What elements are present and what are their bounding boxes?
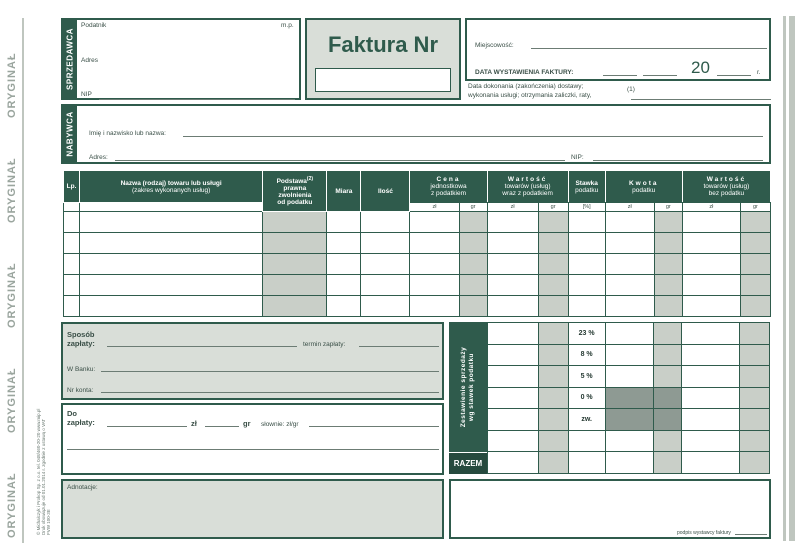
summary-cell[interactable] <box>538 387 568 409</box>
unit-gr: gr <box>654 203 682 212</box>
summary-cell[interactable] <box>538 430 568 452</box>
summary-cell[interactable] <box>654 366 682 388</box>
right-stripe <box>783 16 786 541</box>
summary-rate: 8 % <box>568 344 605 366</box>
summary-cell[interactable] <box>740 430 770 452</box>
summary-cell[interactable] <box>605 430 654 452</box>
item-cell[interactable] <box>80 254 263 275</box>
summary-cell[interactable] <box>605 344 654 366</box>
col-measure <box>327 171 361 212</box>
col-basis-label: Podstawa <box>276 178 307 186</box>
item-cell[interactable] <box>327 233 361 254</box>
summary-rate <box>568 430 605 452</box>
seller-box <box>61 18 301 100</box>
item-cell[interactable] <box>605 212 654 233</box>
to-pay-gr-label: gr <box>243 419 251 428</box>
item-cell[interactable] <box>80 275 263 296</box>
summary-side-label-2: wg stawek podatku <box>468 352 475 422</box>
item-cell[interactable] <box>64 275 80 296</box>
to-pay-zl-label: zł <box>191 419 197 428</box>
notes-label: Adnotacje: <box>67 484 98 491</box>
buyer-tab-label: NABYWCA <box>65 111 75 157</box>
buyer-box <box>61 104 771 164</box>
summary-cell[interactable] <box>654 323 682 345</box>
issue-month-field[interactable] <box>643 75 677 76</box>
col-tax-amount <box>605 171 682 203</box>
stamp-label: m.p. <box>281 22 294 29</box>
item-cell[interactable] <box>263 296 327 317</box>
words-label: słownie: zł/gr <box>261 421 299 428</box>
col-lp-label: Lp. <box>66 183 77 190</box>
col-basis-label-3: zwolnienia <box>278 192 312 200</box>
summary-cell[interactable] <box>740 366 770 388</box>
payment-method-label: Sposób <box>67 330 95 339</box>
item-cell[interactable] <box>327 254 361 275</box>
summary-cell[interactable] <box>488 344 539 366</box>
original-label: ORYGINAŁ <box>6 262 18 328</box>
summary-cell[interactable] <box>488 409 539 431</box>
header-row <box>64 171 771 203</box>
item-cell[interactable] <box>361 254 410 275</box>
item-cell[interactable] <box>327 212 361 233</box>
col-measure-label: Miara <box>335 187 353 195</box>
nip-label: NIP <box>81 91 92 98</box>
unit-gr: gr <box>538 203 568 212</box>
col-unit-price-label: Cena <box>436 176 461 183</box>
account-field[interactable] <box>101 392 439 393</box>
summary-cell[interactable] <box>488 452 539 474</box>
item-cell[interactable] <box>654 254 682 275</box>
item-cell[interactable] <box>740 254 770 275</box>
item-cell[interactable] <box>605 296 654 317</box>
col-quantity <box>361 171 410 212</box>
col-unit-price-label-3: z podatkiem <box>430 190 467 197</box>
to-pay-zl-field[interactable] <box>107 426 187 427</box>
buyer-nip-field[interactable] <box>593 160 763 161</box>
print-info-line: FVW 100-3E <box>46 509 51 535</box>
words-field-2[interactable] <box>67 449 439 450</box>
col-value-net-label-3: bez podatku <box>708 190 745 197</box>
item-cell[interactable] <box>682 212 740 233</box>
summary-cell[interactable] <box>605 452 654 474</box>
col-value-net-label: Wartość <box>706 176 747 183</box>
summary-total-label: RAZEM <box>449 453 487 474</box>
summary-row <box>488 452 770 474</box>
buyer-tab <box>63 106 77 162</box>
col-value-net-label-2: towarów (usług) <box>703 183 750 190</box>
col-value-net <box>682 171 770 203</box>
summary-rate: 0 % <box>568 387 605 409</box>
original-label: ORYGINAŁ <box>6 472 18 538</box>
item-cell[interactable] <box>654 212 682 233</box>
summary-row <box>488 387 770 409</box>
item-cell[interactable] <box>263 233 327 254</box>
summary-cell[interactable] <box>654 344 682 366</box>
item-cell[interactable] <box>654 275 682 296</box>
item-cell[interactable] <box>64 233 80 254</box>
title-box <box>305 18 461 100</box>
col-quantity-label: Ilość <box>378 187 393 195</box>
item-cell[interactable] <box>654 233 682 254</box>
to-pay-label-2: zapłaty: <box>67 418 95 427</box>
item-cell[interactable] <box>361 296 410 317</box>
summary-cell[interactable] <box>538 452 568 474</box>
address-label: Adres <box>81 57 98 64</box>
col-name-label: Nazwa (rodzaj) towaru lub usługi <box>120 179 222 187</box>
summary-cell[interactable] <box>488 430 539 452</box>
item-row <box>64 275 771 296</box>
col-value-gross-label-2: towarów (usług) <box>504 183 551 190</box>
due-date-field[interactable] <box>359 346 439 347</box>
summary-cell[interactable] <box>654 387 682 409</box>
place-field[interactable] <box>531 48 767 49</box>
buyer-address-label: Adres: <box>89 154 108 161</box>
item-cell[interactable] <box>538 275 568 296</box>
summary-cell[interactable] <box>682 366 740 388</box>
signature-line <box>735 534 767 535</box>
item-cell[interactable] <box>487 296 538 317</box>
col-tax-amount-label-2: podatku <box>632 186 656 194</box>
taxpayer-label: Podatnik <box>81 22 107 29</box>
place-label: Miejscowość: <box>475 42 514 49</box>
item-cell[interactable] <box>64 212 80 233</box>
summary-row <box>488 344 770 366</box>
item-cell[interactable] <box>410 212 459 233</box>
item-cell[interactable] <box>654 296 682 317</box>
year-prefix: 20 <box>691 58 710 77</box>
summary-cell[interactable] <box>605 387 654 409</box>
summary-cell[interactable] <box>605 323 654 345</box>
unit-percent: [%] <box>568 203 605 212</box>
bank-field[interactable] <box>101 371 439 372</box>
unit-zl: zł <box>487 203 538 212</box>
summary-cell[interactable] <box>538 409 568 431</box>
unit-gr: gr <box>740 203 770 212</box>
item-row <box>64 212 771 233</box>
item-cell[interactable] <box>568 254 605 275</box>
summary-row <box>488 409 770 431</box>
item-cell[interactable] <box>487 233 538 254</box>
summary-cell[interactable] <box>740 452 770 474</box>
invoice-number-field[interactable] <box>315 68 451 92</box>
summary-cell[interactable] <box>538 344 568 366</box>
delivery-date-label-2: wykonania usługi; otrzymania zaliczki, raty, <box>468 92 592 99</box>
item-cell[interactable] <box>682 254 740 275</box>
summary-cell[interactable] <box>682 409 740 431</box>
summary-cell[interactable] <box>605 366 654 388</box>
notes-box[interactable] <box>61 479 444 539</box>
buyer-name-field[interactable] <box>183 136 763 137</box>
item-cell[interactable] <box>538 254 568 275</box>
payment-method-label-2: zapłaty: <box>67 339 95 348</box>
item-cell[interactable] <box>80 212 263 233</box>
delivery-date-field[interactable] <box>631 99 771 100</box>
to-pay-gr-field[interactable] <box>205 426 239 427</box>
item-cell[interactable] <box>410 275 459 296</box>
to-pay-box <box>61 403 444 475</box>
print-info-line: © Michalczyk i Prokop Sp. z o.o. tel. 048/460-20-20 www.mip.pl <box>36 408 41 535</box>
print-info-line: Druk obowiązuje od 01.01.2014 r. zgodnie z ustawą o VAT <box>41 418 46 535</box>
account-label: Nr konta: <box>67 387 94 394</box>
item-cell[interactable] <box>740 212 770 233</box>
item-cell[interactable] <box>64 254 80 275</box>
col-basis-label-2: prawna <box>283 185 307 193</box>
words-field[interactable] <box>309 426 439 427</box>
summary-side-tab <box>449 322 487 452</box>
basis-footnote: (2) <box>306 175 314 182</box>
unit-zl: zł <box>410 203 459 212</box>
buyer-name-label: Imię i nazwisko lub nazwa: <box>89 130 166 137</box>
item-cell[interactable] <box>568 233 605 254</box>
item-cell[interactable] <box>459 296 487 317</box>
item-cell[interactable] <box>80 233 263 254</box>
col-name-sub: (zakres wykonanych usług) <box>131 186 211 194</box>
due-date-label: termin zapłaty: <box>303 341 346 348</box>
item-cell[interactable] <box>682 233 740 254</box>
summary-side-label: Zestawienie sprzedaży <box>460 346 467 428</box>
invoice-title: Faktura Nr <box>327 32 439 57</box>
unit-zl: zł <box>682 203 740 212</box>
item-cell[interactable] <box>410 233 459 254</box>
item-row <box>64 254 771 275</box>
summary-cell[interactable] <box>538 366 568 388</box>
summary-rate: 5 % <box>568 366 605 388</box>
nip-field[interactable] <box>99 99 295 100</box>
item-cell[interactable] <box>605 233 654 254</box>
item-row <box>64 296 771 317</box>
delivery-footnote: (1) <box>627 86 635 93</box>
summary-cell[interactable] <box>605 409 654 431</box>
col-basis-label-4: od podatku <box>277 199 313 207</box>
col-value-gross <box>487 171 568 203</box>
col-rate-label-2: podatku <box>575 186 599 194</box>
item-cell[interactable] <box>459 254 487 275</box>
issue-date-label: DATA WYSTAWIENIA FAKTURY: <box>475 69 574 76</box>
item-cell[interactable] <box>263 254 327 275</box>
item-row <box>64 233 771 254</box>
unit-gr: gr <box>459 203 487 212</box>
summary-rate <box>568 452 605 474</box>
issue-year-field[interactable] <box>717 75 751 76</box>
summary-cell[interactable] <box>654 409 682 431</box>
item-cell[interactable] <box>568 212 605 233</box>
item-cell[interactable] <box>459 275 487 296</box>
item-cell[interactable] <box>410 296 459 317</box>
item-cell[interactable] <box>361 275 410 296</box>
seller-tab <box>63 20 77 98</box>
summary-rate: 23 % <box>568 323 605 345</box>
summary-cell[interactable] <box>740 344 770 366</box>
items-table <box>63 170 771 317</box>
summary-row <box>488 323 770 345</box>
col-tax-amount-label: Kwota <box>628 179 659 187</box>
summary-cell[interactable] <box>654 452 682 474</box>
col-unit-price-label-2: jednostkowa <box>430 183 467 190</box>
item-cell[interactable] <box>682 275 740 296</box>
col-rate-label: Stawka <box>575 179 598 187</box>
item-cell[interactable] <box>263 275 327 296</box>
item-cell[interactable] <box>64 296 80 317</box>
item-cell[interactable] <box>568 296 605 317</box>
summary-cell[interactable] <box>654 430 682 452</box>
summary-row <box>488 366 770 388</box>
col-rate <box>568 171 605 203</box>
summary-cell[interactable] <box>538 323 568 345</box>
summary-table <box>487 322 770 474</box>
item-cell[interactable] <box>605 275 654 296</box>
col-value-gross-label: Wartość <box>507 176 548 183</box>
signature-box[interactable] <box>449 479 771 539</box>
item-cell[interactable] <box>740 233 770 254</box>
summary-cell[interactable] <box>488 387 539 409</box>
item-cell[interactable] <box>487 254 538 275</box>
seller-tab-label: SPRZEDAWCA <box>65 28 75 90</box>
item-cell[interactable] <box>361 233 410 254</box>
place-date-box <box>465 18 771 81</box>
unit-cell <box>80 203 263 212</box>
summary-cell[interactable] <box>682 387 740 409</box>
unit-zl: zł <box>605 203 654 212</box>
col-name <box>80 171 263 203</box>
margin-rule <box>22 18 24 543</box>
item-cell[interactable] <box>538 212 568 233</box>
item-cell[interactable] <box>605 254 654 275</box>
original-label: ORYGINAŁ <box>6 157 18 223</box>
item-cell[interactable] <box>682 296 740 317</box>
delivery-date-label: Data dokonania (zakończenia) dostawy; <box>468 83 584 90</box>
original-label: ORYGINAŁ <box>6 367 18 433</box>
item-cell[interactable] <box>410 254 459 275</box>
summary-cell[interactable] <box>488 366 539 388</box>
item-cell[interactable] <box>459 212 487 233</box>
buyer-nip-label: NIP: <box>571 154 584 161</box>
summary-cell[interactable] <box>740 387 770 409</box>
bank-label: W Banku: <box>67 366 96 373</box>
unit-cell <box>64 203 80 212</box>
item-cell[interactable] <box>487 275 538 296</box>
item-cell[interactable] <box>568 275 605 296</box>
summary-cell[interactable] <box>682 430 740 452</box>
summary-cell[interactable] <box>682 344 740 366</box>
unit-row <box>64 203 771 212</box>
item-cell[interactable] <box>538 296 568 317</box>
item-cell[interactable] <box>327 296 361 317</box>
col-value-gross-label-3: wraz z podatkiem <box>502 190 553 197</box>
year-suffix: r. <box>757 69 761 76</box>
payment-box <box>61 322 444 400</box>
summary-rate: zw. <box>568 409 605 431</box>
item-cell[interactable] <box>263 212 327 233</box>
summary-cell[interactable] <box>740 409 770 431</box>
col-unit-price <box>410 171 487 203</box>
item-cell[interactable] <box>740 296 770 317</box>
to-pay-label: Do <box>67 409 77 418</box>
summary-row <box>488 430 770 452</box>
item-cell[interactable] <box>80 296 263 317</box>
item-cell[interactable] <box>740 275 770 296</box>
item-cell[interactable] <box>538 233 568 254</box>
summary-cell[interactable] <box>740 323 770 345</box>
item-cell[interactable] <box>487 212 538 233</box>
print-info <box>36 409 51 535</box>
issue-day-field[interactable] <box>603 75 637 76</box>
item-cell[interactable] <box>361 212 410 233</box>
right-stripe <box>789 16 795 541</box>
col-basis <box>263 171 327 212</box>
signature-label: podpis wystawcy faktury <box>677 530 731 536</box>
col-lp <box>64 171 80 203</box>
buyer-address-field[interactable] <box>115 160 565 161</box>
summary-cell[interactable] <box>488 323 539 345</box>
payment-method-field[interactable] <box>107 346 297 347</box>
item-cell[interactable] <box>459 233 487 254</box>
item-cell[interactable] <box>327 275 361 296</box>
original-label: ORYGINAŁ <box>6 52 18 118</box>
summary-cell[interactable] <box>682 452 740 474</box>
summary-cell[interactable] <box>682 323 740 345</box>
